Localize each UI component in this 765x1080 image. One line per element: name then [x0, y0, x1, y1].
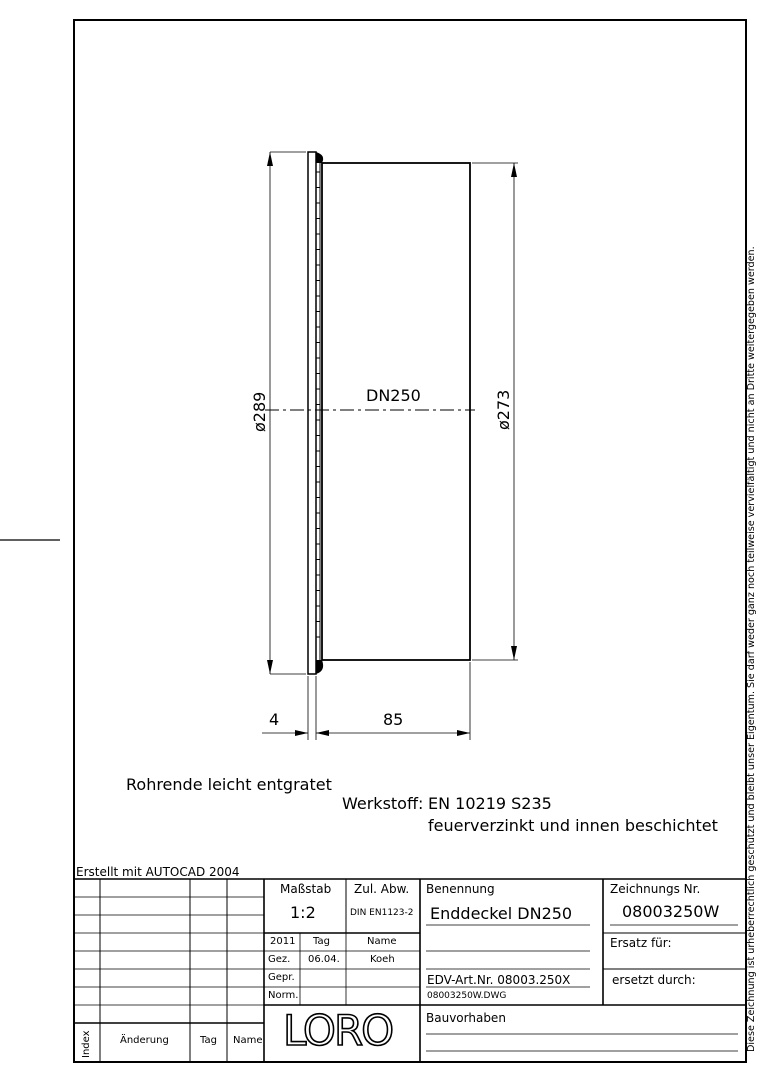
- material-value: EN 10219 S235: [428, 794, 552, 813]
- change-day-label: Tag: [200, 1035, 217, 1046]
- change-label: Änderung: [120, 1035, 169, 1046]
- drawn-date: 06.04.: [308, 954, 340, 965]
- note-deburr: Rohrende leicht entgratet: [126, 775, 332, 794]
- day-label: Tag: [313, 936, 330, 947]
- drawn-label: Gez.: [268, 954, 291, 965]
- drawing-number-label: Zeichnungs Nr.: [610, 882, 701, 896]
- dim-diameter-inner: ø273: [494, 389, 513, 430]
- person-label: Name: [367, 936, 397, 947]
- dim-diameter-outer: ø289: [250, 391, 269, 432]
- part-name: Enddeckel DN250: [430, 904, 573, 923]
- year: 2011: [270, 936, 296, 947]
- file-name: 08003250W.DWG: [427, 991, 507, 1001]
- company-logo: LORO: [283, 1006, 393, 1055]
- copyright-notice: Diese Zeichnung ist urheberrechtlich geschützt und bleibt unser Eigentum. Sie darf weder ganz noch teilweise vervielfältigt und nicht an Dritte weitergegeben werden.: [746, 246, 757, 1052]
- norm-label: Norm.: [268, 990, 299, 1001]
- tube-body: [322, 163, 470, 660]
- dim-flange-thickness: 4: [269, 710, 280, 729]
- flange-plate: [308, 152, 316, 674]
- scale-label: Maßstab: [280, 882, 332, 896]
- weld-bottom: [316, 660, 323, 674]
- created-with-note: Erstellt mit AUTOCAD 2004: [76, 865, 240, 879]
- weld-top: [316, 152, 323, 163]
- tolerance-label: Zul. Abw.: [354, 882, 410, 896]
- change-name-label: Name: [233, 1035, 263, 1046]
- material-label: Werkstoff:: [342, 794, 424, 813]
- dim-tube-length: 85: [383, 710, 404, 729]
- article-number: EDV-Art.Nr. 08003.250X: [427, 973, 571, 987]
- drawing-number: 08003250W: [622, 902, 720, 921]
- scale-value: 1:2: [290, 903, 316, 922]
- drawn-name: Koeh: [370, 954, 395, 965]
- replaces-label: Ersatz für:: [610, 936, 672, 950]
- replaced-by-label: ersetzt durch:: [612, 973, 696, 987]
- nominal-size-label: DN250: [366, 386, 421, 405]
- checked-label: Gepr.: [268, 972, 295, 983]
- project-label: Bauvorhaben: [426, 1011, 506, 1025]
- tolerance-value: DIN EN1123-2: [350, 908, 414, 918]
- index-label: Index: [81, 1030, 92, 1058]
- name-label: Benennung: [426, 882, 495, 896]
- finish-note: feuerverzinkt und innen beschichtet: [428, 816, 718, 835]
